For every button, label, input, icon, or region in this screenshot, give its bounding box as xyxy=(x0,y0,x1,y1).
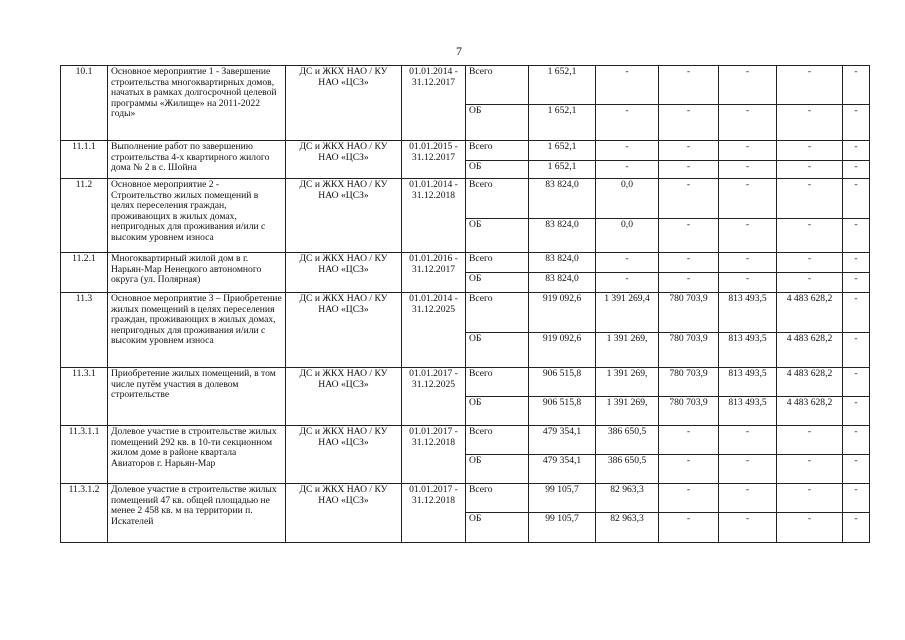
activity-name-text: Долевое участие в строительстве жилых помещений 47 кв. общей площадью не менее 2 458 кв. м на территории п. Искателей xyxy=(111,484,277,527)
funding-value-year-3: - xyxy=(659,273,719,293)
funding-value-year-6: - xyxy=(843,513,870,543)
table-row xyxy=(61,253,870,273)
funding-source: Всего xyxy=(466,141,529,161)
funding-value-year-1: 83 824,0 xyxy=(529,273,596,293)
activity-number xyxy=(61,141,108,179)
funding-value-year-5: 4 483 628,2 xyxy=(777,397,843,426)
funding-value-year-5: 4 483 628,2 xyxy=(777,333,843,368)
implementation-period-text: 01.01.2017 - 31.12.2025 xyxy=(409,368,458,390)
implementation-period xyxy=(402,484,466,543)
funding-value-year-6: - xyxy=(843,179,870,219)
funding-value-year-1: 99 105,7 xyxy=(529,484,596,513)
funding-source: Всего xyxy=(466,293,529,333)
funding-value-year-4: 813 493,5 xyxy=(719,397,777,426)
activity-name xyxy=(108,253,286,293)
activity-name xyxy=(108,484,286,543)
activity-name xyxy=(108,179,286,253)
funding-source: Всего xyxy=(466,253,529,273)
implementation-period-text: 01.01.2015 - 31.12.2017 xyxy=(409,141,458,163)
funding-value-year-2: - xyxy=(596,273,659,293)
funding-source: ОБ xyxy=(466,219,529,253)
implementation-period xyxy=(402,253,466,293)
table-body xyxy=(61,66,870,543)
funding-value-year-4: - xyxy=(719,219,777,253)
activity-name-text: Основное мероприятие 1 - Завершение строительства многоквартирных домов, начатых в рамках долгосрочной целевой программы «Жилище» на 2011-2022 годы» xyxy=(111,66,277,120)
funding-value-year-3: 780 703,9 xyxy=(659,397,719,426)
funding-value-year-5: 4 483 628,2 xyxy=(777,368,843,397)
funding-value-year-6: - xyxy=(843,161,870,179)
funding-source: Всего xyxy=(466,66,529,105)
funding-value-year-2: 386 650,5 xyxy=(596,426,659,455)
responsible-executor-text: ДС и ЖКХ НАО / КУ НАО «ЦСЗ» xyxy=(299,368,388,390)
implementation-period xyxy=(402,293,466,368)
activity-number xyxy=(61,253,108,293)
responsible-executor-text: ДС и ЖКХ НАО / КУ НАО «ЦСЗ» xyxy=(299,66,388,88)
funding-value-year-3: 780 703,9 xyxy=(659,368,719,397)
activity-number-text: 11.2 xyxy=(75,179,93,190)
activity-name-text: Многоквартирный жилой дом в г. Нарьян-Мар Ненецкого автономного округа (ул. Полярная) xyxy=(111,253,262,286)
funding-value-year-2: 1 391 269,4 xyxy=(596,293,659,333)
funding-value-year-4: - xyxy=(719,484,777,513)
activity-number xyxy=(61,293,108,368)
activity-number xyxy=(61,484,108,543)
table-row xyxy=(61,484,870,513)
responsible-executor-text: ДС и ЖКХ НАО / КУ НАО «ЦСЗ» xyxy=(299,293,388,315)
funding-source: Всего xyxy=(466,368,529,397)
table-row xyxy=(61,66,870,105)
funding-value-year-5: - xyxy=(777,426,843,455)
funding-value-year-4: - xyxy=(719,141,777,161)
funding-value-year-4: - xyxy=(719,179,777,219)
funding-value-year-6: - xyxy=(843,141,870,161)
funding-value-year-5: - xyxy=(777,66,843,105)
responsible-executor-text: ДС и ЖКХ НАО / КУ НАО «ЦСЗ» xyxy=(299,253,388,275)
funding-source: ОБ xyxy=(466,273,529,293)
implementation-period xyxy=(402,66,466,141)
funding-value-year-1: 83 824,0 xyxy=(529,179,596,219)
funding-value-year-2: 386 650,5 xyxy=(596,455,659,484)
activity-name-text: Основное мероприятие 2 - Строительство жилых помещений в целях переселения граждан, проживающих в жилых домах, непригодных для проживания и/или с высоким уровнем износа xyxy=(111,179,266,243)
funding-value-year-3: - xyxy=(659,484,719,513)
funding-value-year-5: - xyxy=(777,253,843,273)
funding-value-year-2: - xyxy=(596,105,659,141)
funding-value-year-4: - xyxy=(719,161,777,179)
funding-value-year-4: - xyxy=(719,253,777,273)
implementation-period-text: 01.01.2014 - 31.12.2018 xyxy=(409,179,458,201)
responsible-executor-text: ДС и ЖКХ НАО / КУ НАО «ЦСЗ» xyxy=(299,484,388,506)
funding-value-year-6: - xyxy=(843,273,870,293)
funding-value-year-3: 780 703,9 xyxy=(659,333,719,368)
implementation-period xyxy=(402,368,466,426)
responsible-executor xyxy=(286,368,402,426)
activity-number xyxy=(61,426,108,484)
responsible-executor xyxy=(286,253,402,293)
activity-number-text: 11.2.1 xyxy=(72,253,96,264)
table-row xyxy=(61,293,870,333)
funding-value-year-3: - xyxy=(659,455,719,484)
responsible-executor-text: ДС и ЖКХ НАО / КУ НАО «ЦСЗ» xyxy=(299,426,388,448)
activity-name xyxy=(108,426,286,484)
funding-source: Всего xyxy=(466,179,529,219)
implementation-period-text: 01.01.2014 - 31.12.2025 xyxy=(409,293,458,315)
funding-source: Всего xyxy=(466,484,529,513)
table-row xyxy=(61,368,870,397)
funding-value-year-3: - xyxy=(659,426,719,455)
funding-source: ОБ xyxy=(466,161,529,179)
activity-number xyxy=(61,179,108,253)
funding-value-year-5: - xyxy=(777,455,843,484)
responsible-executor xyxy=(286,484,402,543)
funding-value-year-1: 906 515,8 xyxy=(529,397,596,426)
page-number: 7 xyxy=(456,44,462,58)
implementation-period-text: 01.01.2017 - 31.12.2018 xyxy=(409,484,458,506)
activity-name-text: Долевое участие в строительстве жилых помещений 292 кв. в 10-ти секционном жилом доме в районе квартала Авиаторов г. Нарьян-Мар xyxy=(111,426,277,469)
funding-value-year-1: 1 652,1 xyxy=(529,66,596,105)
funding-value-year-2: 1 391 269, xyxy=(596,333,659,368)
funding-value-year-6: - xyxy=(843,397,870,426)
funding-value-year-1: 479 354,1 xyxy=(529,426,596,455)
funding-source: ОБ xyxy=(466,397,529,426)
implementation-period xyxy=(402,179,466,253)
funding-value-year-3: - xyxy=(659,141,719,161)
funding-value-year-1: 1 652,1 xyxy=(529,141,596,161)
funding-value-year-3: 780 703,9 xyxy=(659,293,719,333)
funding-value-year-2: - xyxy=(596,66,659,105)
responsible-executor xyxy=(286,293,402,368)
activity-name xyxy=(108,141,286,179)
funding-value-year-6: - xyxy=(843,219,870,253)
implementation-period-text: 01.01.2016 - 31.12.2017 xyxy=(409,253,458,275)
activity-name-text: Приобретение жилых помещений, в том числе путём участия в долевом строительстве xyxy=(111,368,276,401)
responsible-executor xyxy=(286,426,402,484)
funding-value-year-6: - xyxy=(843,66,870,105)
activity-number-text: 11.3.1.1 xyxy=(68,426,100,437)
implementation-period-text: 01.01.2017 - 31.12.2018 xyxy=(409,426,458,448)
funding-value-year-6: - xyxy=(843,455,870,484)
funding-value-year-2: 0,0 xyxy=(596,179,659,219)
funding-value-year-6: - xyxy=(843,105,870,141)
funding-value-year-2: - xyxy=(596,161,659,179)
responsible-executor-text: ДС и ЖКХ НАО / КУ НАО «ЦСЗ» xyxy=(299,141,388,163)
funding-value-year-1: 919 092,6 xyxy=(529,333,596,368)
activity-number xyxy=(61,368,108,426)
table-row xyxy=(61,179,870,219)
funding-source: ОБ xyxy=(466,513,529,543)
activity-number-text: 10.1 xyxy=(75,66,93,77)
funding-source: ОБ xyxy=(466,333,529,368)
activity-name-text: Основное мероприятие 3 – Приобретение жилых помещений в целях переселения граждан, проживающих в жилых домах, непригодных для проживания и/или с высоким уровнем износа xyxy=(111,293,282,347)
funding-value-year-5: - xyxy=(777,161,843,179)
funding-source: ОБ xyxy=(466,455,529,484)
funding-value-year-4: - xyxy=(719,66,777,105)
funding-value-year-2: 82 963,3 xyxy=(596,513,659,543)
funding-value-year-1: 1 652,1 xyxy=(529,161,596,179)
funding-value-year-1: 1 652,1 xyxy=(529,105,596,141)
funding-value-year-3: - xyxy=(659,66,719,105)
funding-value-year-2: - xyxy=(596,141,659,161)
activity-name xyxy=(108,66,286,141)
funding-value-year-2: - xyxy=(596,253,659,273)
activity-number-text: 11.3.1.2 xyxy=(68,484,100,495)
funding-value-year-1: 919 092,6 xyxy=(529,293,596,333)
funding-value-year-4: - xyxy=(719,273,777,293)
funding-value-year-3: - xyxy=(659,105,719,141)
activity-number xyxy=(61,66,108,141)
funding-value-year-6: - xyxy=(843,333,870,368)
funding-value-year-4: - xyxy=(719,426,777,455)
implementation-period-text: 01.01.2014 - 31.12.2017 xyxy=(409,66,458,88)
funding-value-year-6: - xyxy=(843,426,870,455)
funding-value-year-2: 0,0 xyxy=(596,219,659,253)
funding-value-year-1: 99 105,7 xyxy=(529,513,596,543)
funding-value-year-3: - xyxy=(659,253,719,273)
funding-value-year-3: - xyxy=(659,161,719,179)
funding-value-year-6: - xyxy=(843,253,870,273)
funding-value-year-1: 83 824,0 xyxy=(529,219,596,253)
activity-name xyxy=(108,368,286,426)
funding-value-year-3: - xyxy=(659,219,719,253)
funding-value-year-6: - xyxy=(843,293,870,333)
funding-value-year-2: 82 963,3 xyxy=(596,484,659,513)
funding-value-year-1: 906 515,8 xyxy=(529,368,596,397)
funding-value-year-4: 813 493,5 xyxy=(719,333,777,368)
funding-value-year-4: 813 493,5 xyxy=(719,293,777,333)
funding-value-year-5: - xyxy=(777,105,843,141)
funding-value-year-4: - xyxy=(719,513,777,543)
funding-source: Всего xyxy=(466,426,529,455)
funding-value-year-5: 4 483 628,2 xyxy=(777,293,843,333)
funding-value-year-5: - xyxy=(777,513,843,543)
funding-value-year-3: - xyxy=(659,179,719,219)
funding-value-year-5: - xyxy=(777,484,843,513)
funding-value-year-2: 1 391 269, xyxy=(596,368,659,397)
responsible-executor xyxy=(286,141,402,179)
funding-value-year-4: - xyxy=(719,455,777,484)
responsible-executor xyxy=(286,179,402,253)
implementation-period xyxy=(402,426,466,484)
responsible-executor xyxy=(286,66,402,141)
funding-value-year-5: - xyxy=(777,179,843,219)
responsible-executor-text: ДС и ЖКХ НАО / КУ НАО «ЦСЗ» xyxy=(299,179,388,201)
funding-value-year-6: - xyxy=(843,368,870,397)
activity-number-text: 11.1.1 xyxy=(72,141,96,152)
table-row xyxy=(61,426,870,455)
activity-name xyxy=(108,293,286,368)
funding-value-year-4: 813 493,5 xyxy=(719,368,777,397)
funding-source: ОБ xyxy=(466,105,529,141)
activity-number-text: 11.3.1 xyxy=(72,368,96,379)
funding-value-year-1: 83 824,0 xyxy=(529,253,596,273)
funding-value-year-5: - xyxy=(777,273,843,293)
table-row xyxy=(61,141,870,161)
funding-value-year-3: - xyxy=(659,513,719,543)
funding-value-year-6: - xyxy=(843,484,870,513)
activity-name-text: Выполнение работ по завершению строительства 4-х квартирного жилого дома № 2 в с. Шойна xyxy=(111,141,270,174)
funding-value-year-5: - xyxy=(777,141,843,161)
implementation-period xyxy=(402,141,466,179)
funding-value-year-2: 1 391 269, xyxy=(596,397,659,426)
activity-number-text: 11.3 xyxy=(75,293,93,304)
funding-value-year-4: - xyxy=(719,105,777,141)
program-activities-table xyxy=(60,65,870,543)
funding-value-year-1: 479 354,1 xyxy=(529,455,596,484)
funding-value-year-5: - xyxy=(777,219,843,253)
